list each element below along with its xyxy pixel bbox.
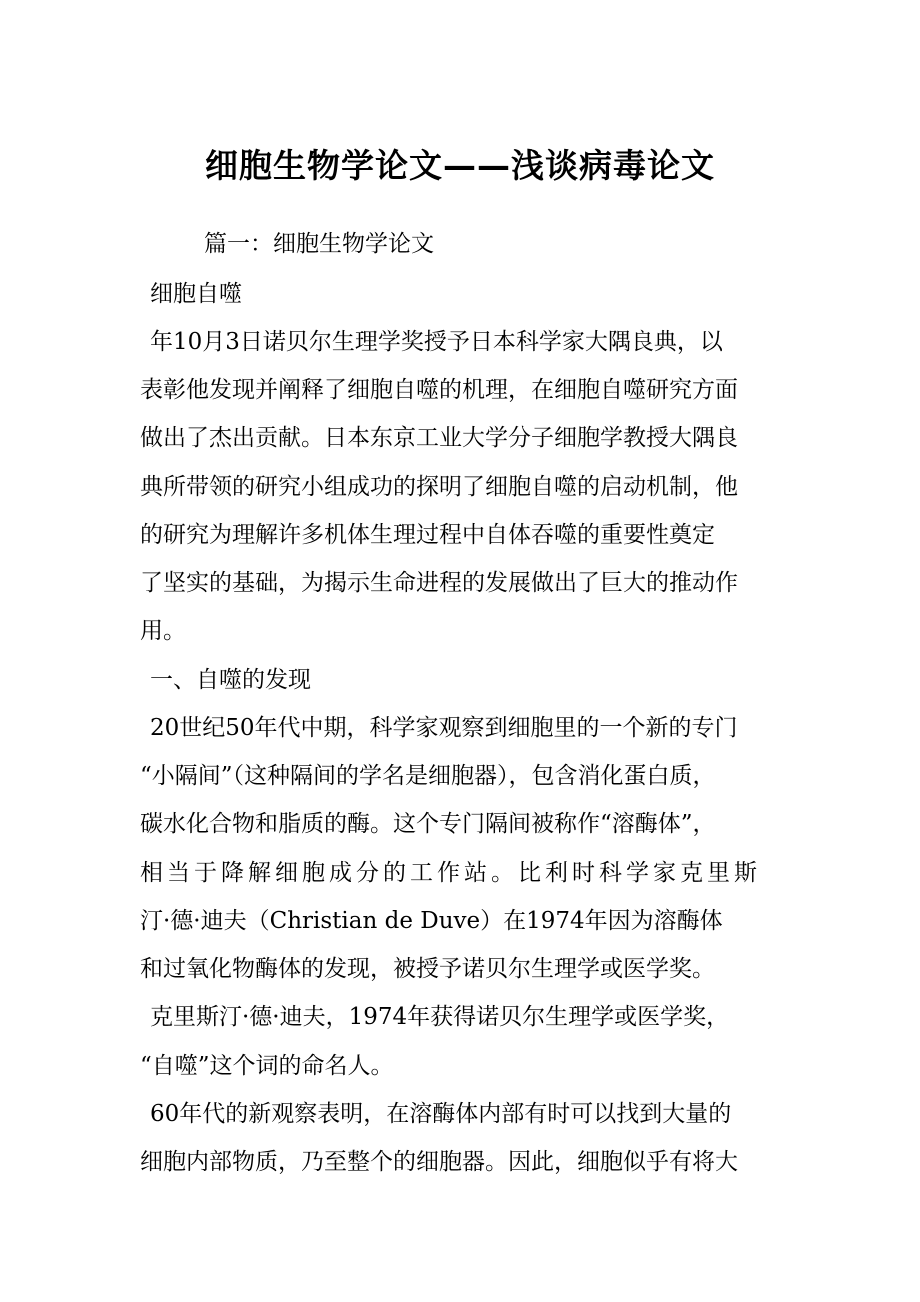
subsection-heading: 一、自噬的发现 <box>150 667 311 693</box>
paragraph-line: 60年代的新观察表明，在溶酶体内部有时可以找到大量的 <box>150 1101 732 1127</box>
paragraph-line: 相当于降解细胞成分的工作站。比利时科学家克里斯 <box>140 860 761 886</box>
document-title: 细胞生物学论文——浅谈病毒论文 <box>205 146 715 185</box>
paragraph-line: “小隔间”（这种隔间的学名是细胞器），包含消化蛋白质， <box>140 763 716 789</box>
paragraph-line: 用。 <box>140 618 186 644</box>
paragraph-line: 年10月3日诺贝尔生理学奖授予日本科学家大隅良典，以 <box>150 329 723 355</box>
paragraph-line: 汀·德·迪夫（Christian de Duve）在1974年因为溶酶体 <box>140 908 723 934</box>
paragraph-line: 克里斯汀·德·迪夫，1974年获得诺贝尔生理学或医学奖， <box>150 1004 730 1030</box>
section-heading: 篇一：细胞生物学论文 <box>204 231 434 257</box>
paragraph-line: 的研究为理解许多机体生理过程中自体吞噬的重要性奠定 <box>140 522 715 548</box>
paragraph-line: “自噬”这个词的命名人。 <box>140 1053 394 1079</box>
paragraph-line: 和过氧化物酶体的发现，被授予诺贝尔生理学或医学奖。 <box>140 956 715 982</box>
paragraph-line: 碳水化合物和脂质的酶。这个专门隔间被称作“溶酶体”， <box>140 811 716 837</box>
paragraph-line: 了坚实的基础，为揭示生命进程的发展做出了巨大的推动作 <box>140 570 738 596</box>
paragraph-line: 细胞内部物质，乃至整个的细胞器。因此，细胞似乎有将大 <box>140 1149 738 1175</box>
paragraph-heading: 细胞自噬 <box>150 281 242 307</box>
paragraph-line: 表彰他发现并阐释了细胞自噬的机理，在细胞自噬研究方面 <box>140 377 738 403</box>
paragraph-line: 典所带领的研究小组成功的探明了细胞自噬的启动机制，他 <box>140 474 738 500</box>
paragraph-line: 做出了杰出贡献。日本东京工业大学分子细胞学教授大隅良 <box>140 425 738 451</box>
paragraph-line: 20世纪50年代中期，科学家观察到细胞里的一个新的专门 <box>150 715 738 741</box>
